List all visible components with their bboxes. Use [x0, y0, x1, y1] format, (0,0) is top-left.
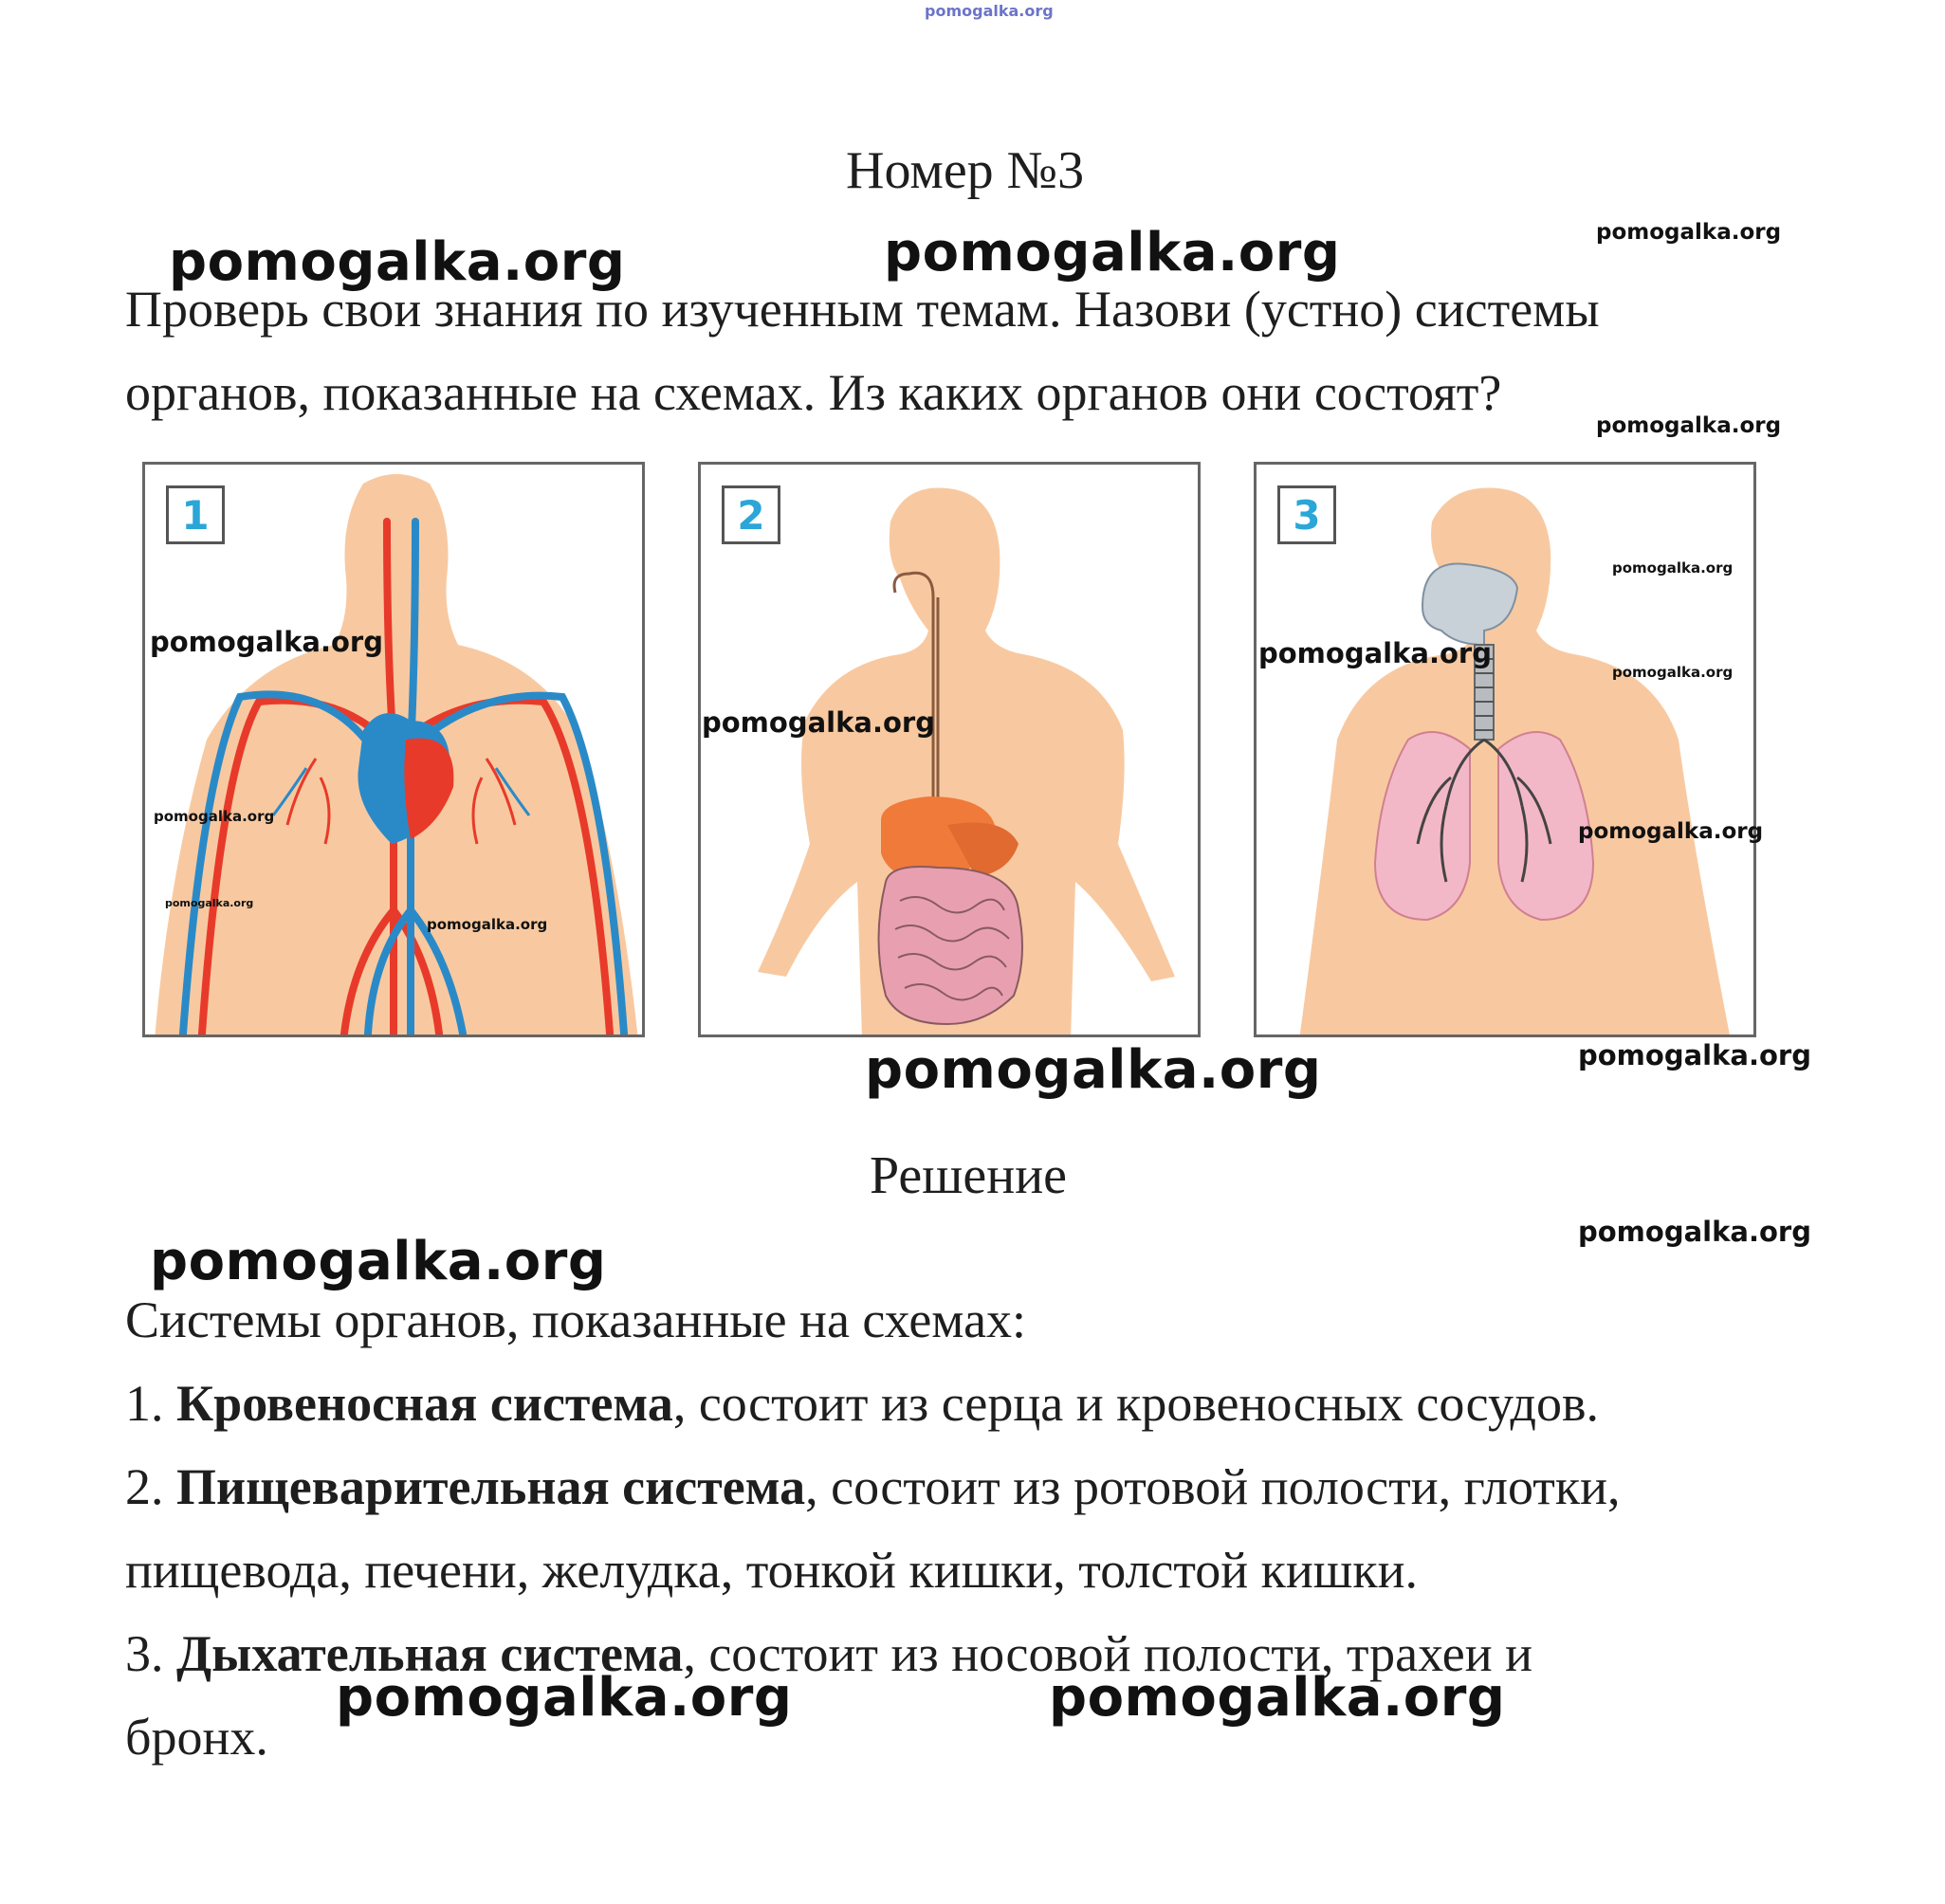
watermark: pomogalka.org	[1258, 637, 1492, 669]
solution-item-2: 2. Пищеварительная система, состоит из ротовой полости, глотки,	[125, 1458, 1621, 1515]
watermark: pomogalka.org	[165, 897, 254, 909]
figure-badge-2: 2	[722, 485, 780, 544]
solution-item-3-cont: бронх.	[125, 1709, 268, 1766]
solution-item-3: 3. Дыхательная система, состоит из носовой полости, трахеи и	[125, 1625, 1533, 1682]
solution-item-1: 1. Кровеносная система, состоит из серца и кровеносных сосудов.	[125, 1375, 1600, 1432]
watermark: pomogalka.org	[1578, 819, 1764, 844]
watermark: pomogalka.org	[1596, 220, 1782, 245]
solution-item-3-term: Дыхательная система	[176, 1625, 684, 1682]
figure-panel-digestive	[698, 462, 1201, 1037]
figure-badge-1: 1	[166, 485, 225, 544]
watermark: pomogalka.org	[1049, 1667, 1506, 1729]
watermark: pomogalka.org	[336, 1667, 793, 1729]
solution-item-2-term: Пищеварительная система	[176, 1458, 806, 1515]
figure-panel-respiratory	[1254, 462, 1756, 1037]
solution-item-1-term: Кровеносная система	[176, 1375, 673, 1432]
top-site-link[interactable]: pomogalka.org	[925, 2, 1054, 20]
task-line-1: Проверь свои знания по изученным темам. Назови (устно) системы	[125, 281, 1600, 338]
page-title: Номер №3	[846, 141, 1085, 200]
solution-heading: Решение	[870, 1146, 1068, 1205]
watermark: pomogalka.org	[154, 808, 275, 825]
task-line-2: органов, показанные на схемах. Из каких органов они состоят?	[125, 364, 1502, 421]
solution-item-2-cont: пищевода, печени, желудка, тонкой кишки, толстой кишки.	[125, 1542, 1419, 1599]
watermark: pomogalka.org	[1578, 1216, 1811, 1248]
watermark: pomogalka.org	[427, 916, 548, 933]
watermark: pomogalka.org	[1596, 413, 1782, 438]
watermark: pomogalka.org	[150, 626, 383, 658]
watermark: pomogalka.org	[1612, 664, 1734, 681]
watermark: pomogalka.org	[169, 231, 626, 293]
respiratory-system-illustration	[1257, 465, 1756, 1037]
watermark: pomogalka.org	[702, 706, 935, 739]
solution-intro: Системы органов, показанные на схемах:	[125, 1291, 1027, 1348]
circulatory-system-illustration	[145, 465, 645, 1037]
watermark: pomogalka.org	[150, 1231, 607, 1292]
digestive-system-illustration	[701, 465, 1201, 1037]
watermark: pomogalka.org	[1578, 1039, 1811, 1071]
watermark: pomogalka.org	[865, 1039, 1322, 1101]
watermark: pomogalka.org	[1612, 559, 1734, 577]
figure-panel-circulatory	[142, 462, 645, 1037]
watermark: pomogalka.org	[884, 222, 1341, 284]
figure-badge-3: 3	[1277, 485, 1336, 544]
